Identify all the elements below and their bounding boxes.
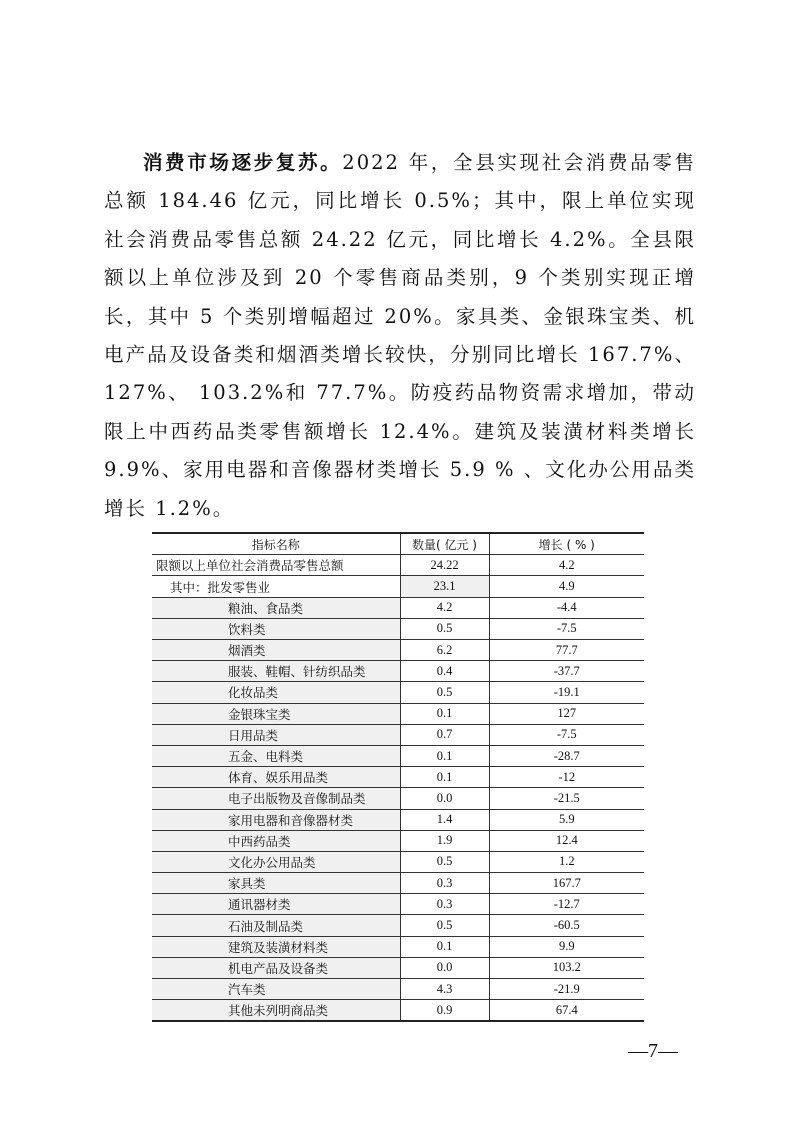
row-name: 限额以上单位社会消费品零售总额 xyxy=(152,555,400,576)
paragraph-body: 2022 年，全县实现社会消费品零售总额 184.46 亿元，同比增长 0.5%；其中，限上单位实现社会消费品零售总额 24.22 亿元，同比增长 4.2%。全县限额以上单位涉及到 20 个零售商品类别，9 个类别实现正增长，其中 5 个类别增幅超过 20%。家具类、金银珠宝类、机电产品及设备类和烟酒类增长较快，分别同比增长 167.7%、127%、 103.2%和 77.7%。防疫药品物资需求增加，带动限上中西药品类零售额增长 12.4%。建筑及装潢材料类增长 9.9%、家用电器和音像器材类增长 5.9 % 、文化办公用品类增长 1.2%。 xyxy=(104,151,696,520)
table-row xyxy=(152,851,644,872)
table-row xyxy=(152,724,644,745)
row-name: 汽车类 xyxy=(152,979,400,1000)
row-name: 家用电器和音像器材类 xyxy=(152,809,400,830)
row-growth: -12.7 xyxy=(489,894,644,915)
row-quantity: 0.1 xyxy=(400,767,489,788)
row-quantity: 24.22 xyxy=(400,555,489,576)
table-row xyxy=(152,957,644,978)
row-growth: -21.5 xyxy=(489,788,644,809)
row-name: 金银珠宝类 xyxy=(152,703,400,724)
row-quantity: 0.3 xyxy=(400,894,489,915)
row-name: 烟酒类 xyxy=(152,640,400,661)
row-growth: 4.9 xyxy=(489,576,644,597)
row-name: 日用品类 xyxy=(152,724,400,745)
row-name: 电子出版物及音像制品类 xyxy=(152,788,400,809)
row-quantity: 6.2 xyxy=(400,640,489,661)
row-growth: -60.5 xyxy=(489,915,644,936)
table-row xyxy=(152,555,644,576)
row-growth: 103.2 xyxy=(489,957,644,978)
table-row xyxy=(152,979,644,1000)
row-growth: -37.7 xyxy=(489,661,644,682)
row-name: 文化办公用品类 xyxy=(152,851,400,872)
row-quantity: 0.5 xyxy=(400,682,489,703)
row-name: 饮料类 xyxy=(152,618,400,639)
row-name: 体育、娱乐用品类 xyxy=(152,767,400,788)
row-name: 通讯器材类 xyxy=(152,894,400,915)
row-quantity: 1.9 xyxy=(400,830,489,851)
row-quantity: 0.4 xyxy=(400,661,489,682)
table-row xyxy=(152,618,644,639)
content-flow xyxy=(104,144,696,1022)
row-name: 化妆品类 xyxy=(152,682,400,703)
row-growth: 77.7 xyxy=(489,640,644,661)
table-row xyxy=(152,1000,644,1022)
row-quantity: 0.7 xyxy=(400,724,489,745)
table-row xyxy=(152,873,644,894)
row-quantity: 1.4 xyxy=(400,809,489,830)
consumer-market-paragraph xyxy=(104,144,696,528)
row-quantity: 4.3 xyxy=(400,979,489,1000)
page-number: —7— xyxy=(628,1040,678,1062)
table-row xyxy=(152,894,644,915)
table-row xyxy=(152,936,644,957)
row-quantity: 0.0 xyxy=(400,957,489,978)
row-name: 建筑及装潢材料类 xyxy=(152,936,400,957)
table-row xyxy=(152,682,644,703)
row-name: 其中：批发零售业 xyxy=(152,576,400,597)
row-name: 其他未列明商品类 xyxy=(152,1000,400,1022)
row-growth: -7.5 xyxy=(489,618,644,639)
row-quantity: 0.0 xyxy=(400,788,489,809)
table-row xyxy=(152,767,644,788)
paragraph-lead: 消费市场逐步复苏。 xyxy=(143,151,343,174)
table-row xyxy=(152,830,644,851)
row-quantity: 0.5 xyxy=(400,851,489,872)
table-row xyxy=(152,576,644,597)
row-growth: -21.9 xyxy=(489,979,644,1000)
row-quantity: 0.1 xyxy=(400,936,489,957)
row-growth: -19.1 xyxy=(489,682,644,703)
row-quantity: 4.2 xyxy=(400,597,489,618)
row-name: 五金、电料类 xyxy=(152,745,400,766)
row-name: 粮油、食品类 xyxy=(152,597,400,618)
table-row xyxy=(152,640,644,661)
header-quantity: 数量( 亿元 ) xyxy=(400,533,489,555)
row-growth: 5.9 xyxy=(489,809,644,830)
row-growth: 127 xyxy=(489,703,644,724)
row-name: 石油及制品类 xyxy=(152,915,400,936)
table-row xyxy=(152,788,644,809)
row-growth: -4.4 xyxy=(489,597,644,618)
row-growth: 167.7 xyxy=(489,873,644,894)
table-row xyxy=(152,597,644,618)
row-growth: -12 xyxy=(489,767,644,788)
table-row xyxy=(152,661,644,682)
row-quantity: 0.3 xyxy=(400,873,489,894)
row-growth: 1.2 xyxy=(489,851,644,872)
row-name: 服装、鞋帽、针纺织品类 xyxy=(152,661,400,682)
table-wrapper xyxy=(152,532,644,1022)
row-name: 机电产品及设备类 xyxy=(152,957,400,978)
table-header-row xyxy=(152,533,644,555)
header-growth: 增长 ( % ) xyxy=(489,533,644,555)
row-growth: 9.9 xyxy=(489,936,644,957)
row-quantity: 0.5 xyxy=(400,618,489,639)
table-body xyxy=(152,555,644,1022)
table-row xyxy=(152,915,644,936)
header-indicator: 指标名称 xyxy=(152,533,400,555)
row-quantity: 0.1 xyxy=(400,703,489,724)
table-row xyxy=(152,703,644,724)
row-growth: 12.4 xyxy=(489,830,644,851)
row-name: 中西药品类 xyxy=(152,830,400,851)
table-row xyxy=(152,745,644,766)
row-growth: 67.4 xyxy=(489,1000,644,1022)
row-growth: -28.7 xyxy=(489,745,644,766)
row-quantity: 23.1 xyxy=(400,576,489,597)
row-quantity: 0.1 xyxy=(400,745,489,766)
row-growth: -7.5 xyxy=(489,724,644,745)
row-name: 家具类 xyxy=(152,873,400,894)
retail-sales-table xyxy=(152,532,644,1022)
row-growth: 4.2 xyxy=(489,555,644,576)
row-quantity: 0.9 xyxy=(400,1000,489,1022)
table-row xyxy=(152,809,644,830)
row-quantity: 0.5 xyxy=(400,915,489,936)
